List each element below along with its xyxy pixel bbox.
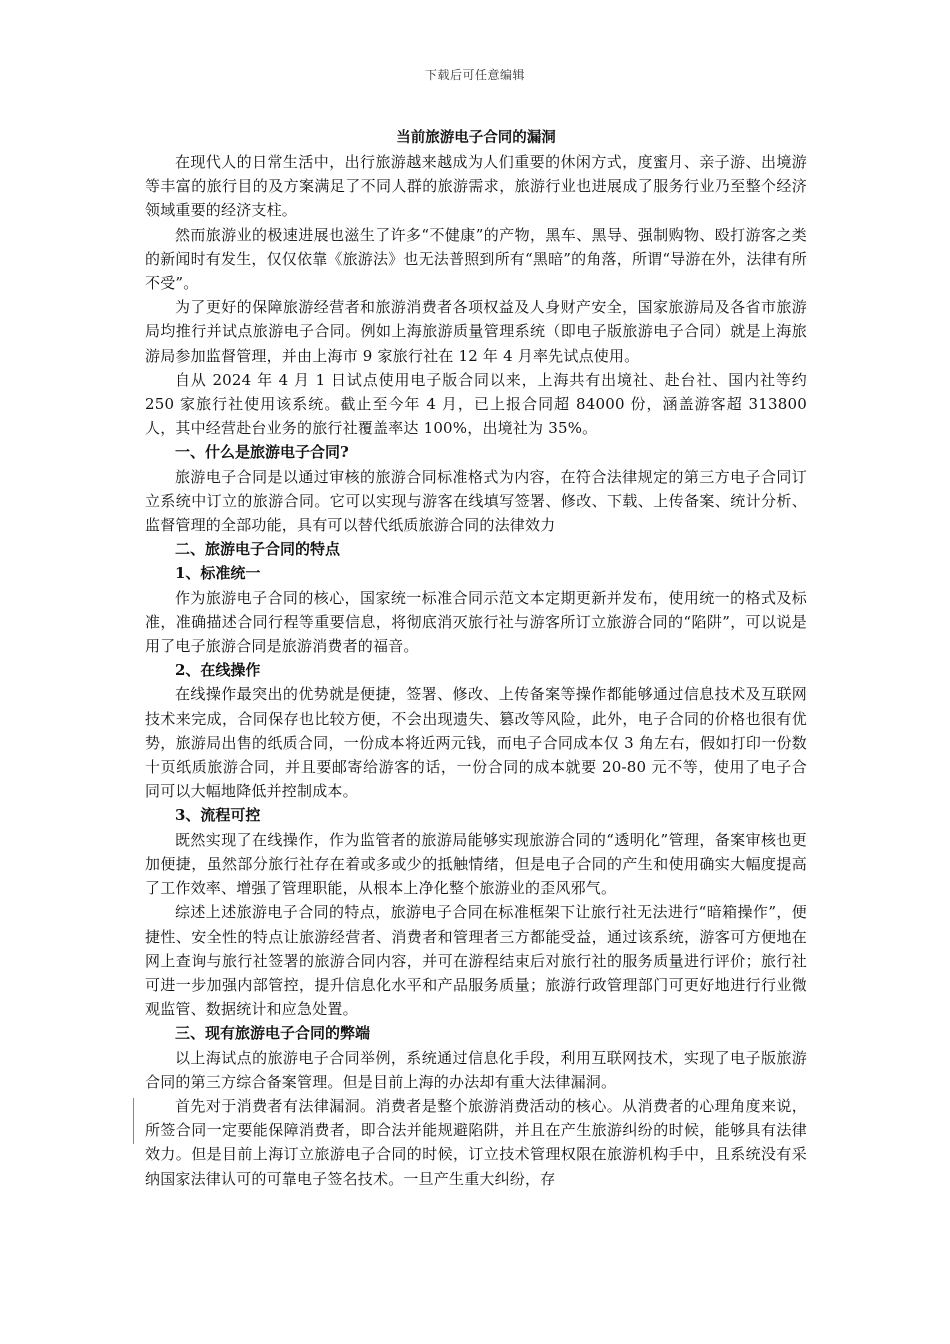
header-note: 下载后可任意编辑	[424, 68, 525, 82]
paragraph: 作为旅游电子合同的核心，国家统一标准合同示范文本定期更新并发布，使用统一的格式及标准，准确描述合同行程等重要信息，将彻底消灭旅行社与游客所订立旅游合同的“陷阱”，可以说是用了电子旅游合同是旅游消费者的福音。	[145, 588, 807, 656]
paragraph: 为了更好的保障旅游经营者和旅游消费者各项权益及人身财产安全，国家旅游局及各省市旅游局均推行并试点旅游电子合同。例如上海旅游质量管理系统（即电子版旅游电子合同）就是上海旅游局参加监督管理，并由上海市 9 家旅行社在 12 年 4 月率先试点使用。	[145, 298, 807, 365]
section-heading: 二、旅游电子合同的特点	[175, 540, 341, 559]
document-body	[145, 126, 807, 1191]
paragraph: 自从 2024 年 4 月 1 日试点使用电子版合同以来，上海共有出境社、赴台社、国内社等约 250 家旅行社使用该系统。截止至今年 4 月，已上报合同超 84000 份，涵盖游客超 313800 人，其中经营赴台业务的旅行社覆盖率达 100%，出境社为 35%。	[145, 370, 807, 438]
section-heading: 三、现有旅游电子合同的弊端	[175, 1024, 371, 1043]
paragraph: 首先对于消费者有法律漏洞。消费者是整个旅游消费活动的核心。从消费者的心理角度来说，所签合同一定要能保障消费者，即合法并能规避陷阱，并且在产生旅游纠纷的时候，能够具有法律效力。但是目前上海订立旅游电子合同的时候，订立技术管理权限在旅游机构手中，且系统没有采纳国家法律认可的可靠电子签名技术。一旦产生重大纠纷，存	[145, 1096, 807, 1188]
section-heading: 2、在线操作	[175, 661, 261, 680]
document-title: 当前旅游电子合同的漏洞	[396, 129, 556, 146]
paragraph: 综述上述旅游电子合同的特点，旅游电子合同在标准框架下让旅行社无法进行“暗箱操作”，便捷性、安全性的特点让旅游经营者、消费者和管理者三方都能受益，通过该系统，游客可方便地在网上查询与旅行社签署的旅游合同内容，并可在游程结束后对旅行社的服务质量进行评价；旅行社可进一步加强内部管控，提升信息化水平和产品服务质量；旅游行政管理部门可更好地进行行业微观监管、数据统计和应急处置。	[145, 903, 807, 1019]
section-heading: 3、流程可控	[175, 806, 261, 825]
section-heading: 1、标准统一	[175, 564, 261, 583]
paragraph: 旅游电子合同是以通过审核的旅游合同标准格式为内容，在符合法律规定的第三方电子合同订立系统中订立的旅游合同。它可以实现与游客在线填写签署、修改、下载、上传备案、统计分析、监督管理的全部功能，具有可以替代纸质旅游合同的法律效力	[145, 467, 807, 535]
paragraph: 在线操作最突出的优势就是便捷，签署、修改、上传备案等操作都能够通过信息技术及互联网技术来完成，合同保存也比较方便，不会出现遗失、篡改等风险，此外，电子合同的价格也很有优势，旅游局出售的纸质合同，一份成本将近两元钱，而电子合同成本仅 3 角左右，假如打印一份数十页纸质旅游合同，并且要邮寄给游客的话，一份合同的成本就要 20-80 元不等，使用了电子合同可以大幅地降低并控制成本。	[145, 685, 807, 801]
section-heading: 一、什么是旅游电子合同?	[175, 443, 349, 462]
paragraph: 在现代人的日常生活中，出行旅游越来越成为人们重要的休闲方式，度蜜月、亲子游、出境游等丰富的旅行目的及方案满足了不同人群的旅游需求，旅游行业也进展成了服务行业乃至整个经济领域重要的经济支柱。	[145, 153, 807, 220]
paragraph: 既然实现了在线操作，作为监管者的旅游局能够实现旅游合同的“透明化”管理，备案审核也更加便捷，虽然部分旅行社存在着或多或少的抵触情绪，但是电子合同的产生和使用确实大幅度提高了工作效率、增强了管理职能，从根本上净化整个旅游业的歪风邪气。	[145, 830, 807, 898]
paragraph: 然而旅游业的极速进展也滋生了许多“不健康”的产物，黑车、黑导、强制购物、殴打游客之类的新闻时有发生，仅仅依靠《旅游法》也无法普照到所有“黑暗”的角落，所谓“导游在外，法律有所不受”。	[145, 225, 808, 293]
margin-change-bar	[133, 1098, 134, 1144]
paragraph: 以上海试点的旅游电子合同举例，系统通过信息化手段，利用互联网技术，实现了电子版旅游合同的第三方综合备案管理。但是目前上海的办法却有重大法律漏洞。	[145, 1048, 807, 1091]
document-content	[145, 150, 807, 1191]
